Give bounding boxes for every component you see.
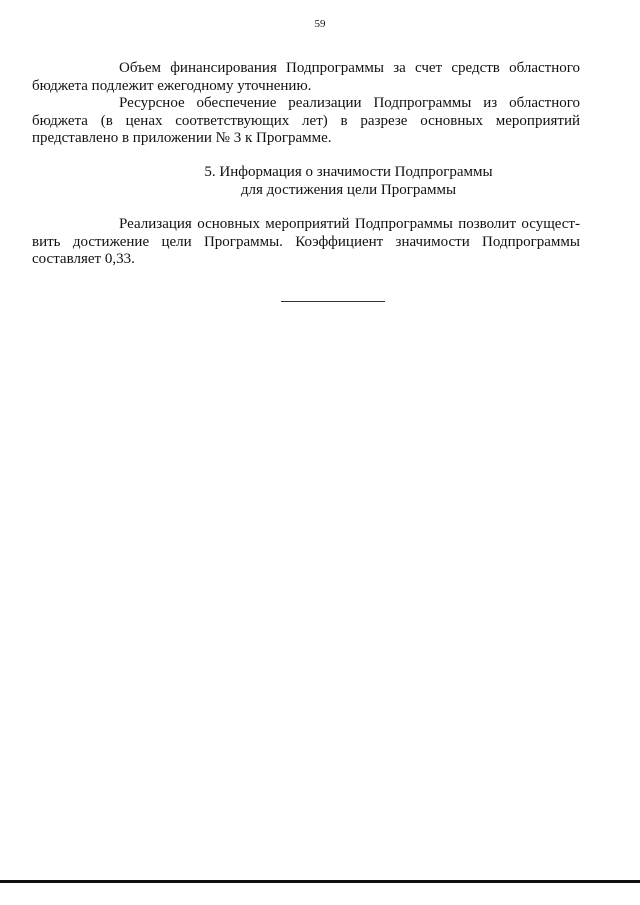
section-heading xyxy=(117,163,580,199)
paragraph-line: Объем финансирования Подпрограммы за счет средств областного xyxy=(119,60,580,76)
paragraph-line: Ресурсное обеспечение реализации Подпрограммы из областного xyxy=(119,95,580,111)
paragraph-line: бюджета (в ценах соответствующих лет) в разрезе основных мероприятий xyxy=(32,112,580,129)
page-number: 59 xyxy=(314,18,326,30)
paragraph-funding-volume xyxy=(32,60,580,95)
section-heading-line-2: для достижения цели Программы xyxy=(240,182,457,198)
paragraph-significance xyxy=(32,216,580,269)
paragraph-line: бюджета подлежит ежегодному уточнению. xyxy=(32,77,312,94)
page-bottom-rule xyxy=(0,880,640,883)
paragraph-line: вить достижение цели Программы. Коэффициент значимости Подпрограммы xyxy=(32,233,580,250)
paragraph-line: Реализация основных мероприятий Подпрограммы позволит осущест- xyxy=(119,216,580,232)
section-end-divider xyxy=(281,301,385,302)
section-heading-line-1: 5. Информация о значимости Подпрограммы xyxy=(204,164,493,180)
paragraph-resource-provision xyxy=(32,95,580,148)
paragraph-line: представлено в приложении № 3 к Программе. xyxy=(32,130,332,146)
paragraph-line: составляет 0,33. xyxy=(32,251,135,267)
